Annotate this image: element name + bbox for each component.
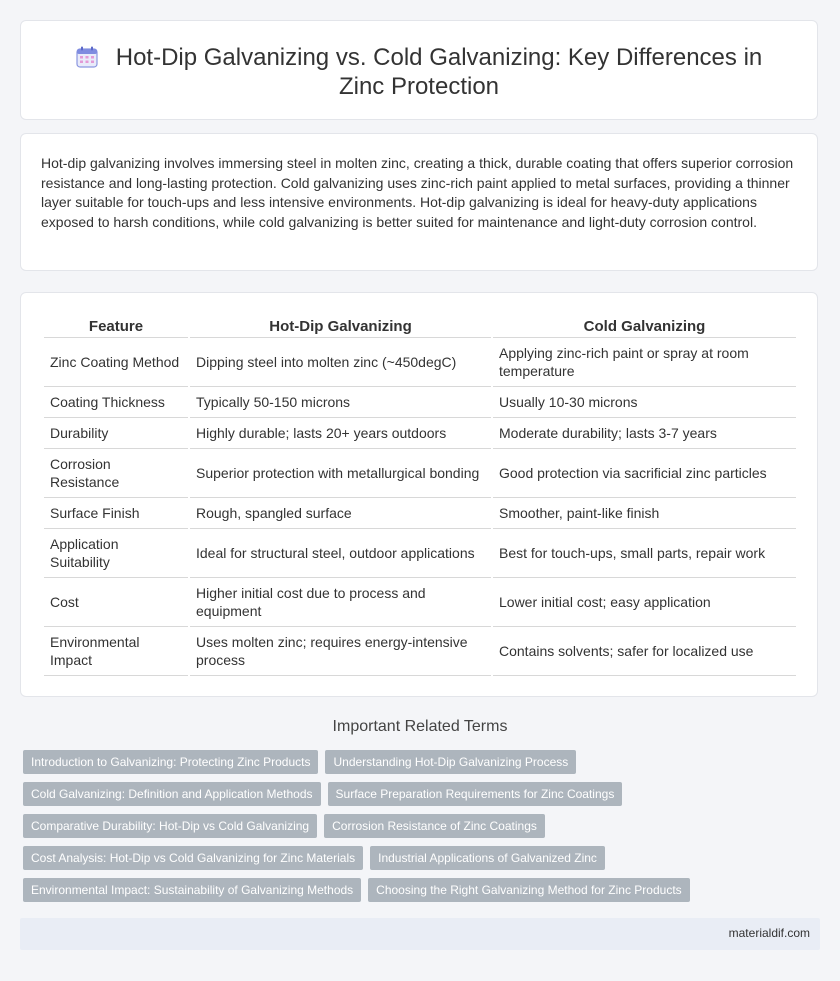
title-card <box>20 20 818 120</box>
table-cell-cold: Applying zinc-rich paint or spray at room temperature <box>493 338 796 387</box>
comparison-card <box>20 292 818 697</box>
table-cell-cold: Moderate durability; lasts 3-7 years <box>493 418 796 449</box>
table-cell-hot-dip: Rough, spangled surface <box>190 498 491 529</box>
table-cell-feature: Corrosion Resistance <box>44 449 188 498</box>
calendar-grid-icon <box>76 46 98 68</box>
table-cell-feature: Coating Thickness <box>44 387 188 418</box>
related-terms-list <box>23 750 803 910</box>
table-cell-hot-dip: Higher initial cost due to process and equipment <box>190 578 491 627</box>
related-term-tag[interactable]: Environmental Impact: Sustainability of Galvanizing Methods <box>23 878 361 902</box>
table-cell-cold: Good protection via sacrificial zinc particles <box>493 449 796 498</box>
comparison-table <box>42 315 798 676</box>
related-terms-heading: Important Related Terms <box>332 718 508 735</box>
related-term-tag[interactable]: Cold Galvanizing: Definition and Application Methods <box>23 782 321 806</box>
table-row <box>44 498 796 529</box>
header-cold: Cold Galvanizing <box>493 315 796 338</box>
table-cell-cold: Usually 10-30 microns <box>493 387 796 418</box>
table-row <box>44 338 796 387</box>
table-cell-feature: Cost <box>44 578 188 627</box>
table-cell-feature: Application Suitability <box>44 529 188 578</box>
page-title-text: Hot-Dip Galvanizing vs. Cold Galvanizing: Key Differences in Zinc Protection <box>115 44 763 100</box>
intro-card <box>20 133 818 271</box>
related-term-tag[interactable]: Comparative Durability: Hot-Dip vs Cold Galvanizing <box>23 814 317 838</box>
related-term-tag[interactable]: Introduction to Galvanizing: Protecting Zinc Products <box>23 750 318 774</box>
related-term-tag[interactable]: Understanding Hot-Dip Galvanizing Process <box>325 750 576 774</box>
table-cell-feature: Durability <box>44 418 188 449</box>
tag-row <box>23 782 803 806</box>
table-row <box>44 449 796 498</box>
header-feature: Feature <box>44 315 188 338</box>
table-cell-hot-dip: Superior protection with metallurgical bonding <box>190 449 491 498</box>
table-cell-cold: Best for touch-ups, small parts, repair work <box>493 529 796 578</box>
tag-row <box>23 814 803 838</box>
table-cell-hot-dip: Ideal for structural steel, outdoor applications <box>190 529 491 578</box>
tag-row <box>23 846 803 870</box>
related-term-tag[interactable]: Industrial Applications of Galvanized Zinc <box>370 846 605 870</box>
table-cell-feature: Zinc Coating Method <box>44 338 188 387</box>
related-term-tag[interactable]: Choosing the Right Galvanizing Method for Zinc Products <box>368 878 690 902</box>
intro-paragraph: Hot-dip galvanizing involves immersing steel in molten zinc, creating a thick, durable coating that offers superior corrosion resistance and long-lasting protection. Cold galvanizing uses zinc-rich paint applied to metal surfaces, providing a thinner layer suitable for touch-ups and less intensive environments. Hot-dip galvanizing is ideal for heavy-duty applications exposed to harsh conditions, while cold galvanizing is better suited for maintenance and light-duty corrosion control. <box>41 155 794 230</box>
related-term-tag[interactable]: Cost Analysis: Hot-Dip vs Cold Galvanizing for Zinc Materials <box>23 846 363 870</box>
page-title <box>21 43 817 101</box>
header-hot-dip: Hot-Dip Galvanizing <box>190 315 491 338</box>
tag-row <box>23 750 803 774</box>
table-cell-hot-dip: Dipping steel into molten zinc (~450degC) <box>190 338 491 387</box>
table-cell-cold: Smoother, paint-like finish <box>493 498 796 529</box>
table-row <box>44 418 796 449</box>
table-cell-cold: Lower initial cost; easy application <box>493 578 796 627</box>
related-term-tag[interactable]: Corrosion Resistance of Zinc Coatings <box>324 814 545 838</box>
table-cell-hot-dip: Typically 50-150 microns <box>190 387 491 418</box>
related-term-tag[interactable]: Surface Preparation Requirements for Zinc Coatings <box>328 782 623 806</box>
table-cell-hot-dip: Highly durable; lasts 20+ years outdoors <box>190 418 491 449</box>
table-row <box>44 529 796 578</box>
table-header-row <box>44 315 796 338</box>
table-row <box>44 387 796 418</box>
tag-row <box>23 878 803 902</box>
table-cell-hot-dip: Uses molten zinc; requires energy-intensive process <box>190 627 491 676</box>
table-row <box>44 627 796 676</box>
table-row <box>44 578 796 627</box>
table-cell-feature: Environmental Impact <box>44 627 188 676</box>
table-cell-cold: Contains solvents; safer for localized use <box>493 627 796 676</box>
footer-bar <box>20 918 820 950</box>
table-cell-feature: Surface Finish <box>44 498 188 529</box>
footer-site-link[interactable]: materialdif.com <box>728 926 810 940</box>
